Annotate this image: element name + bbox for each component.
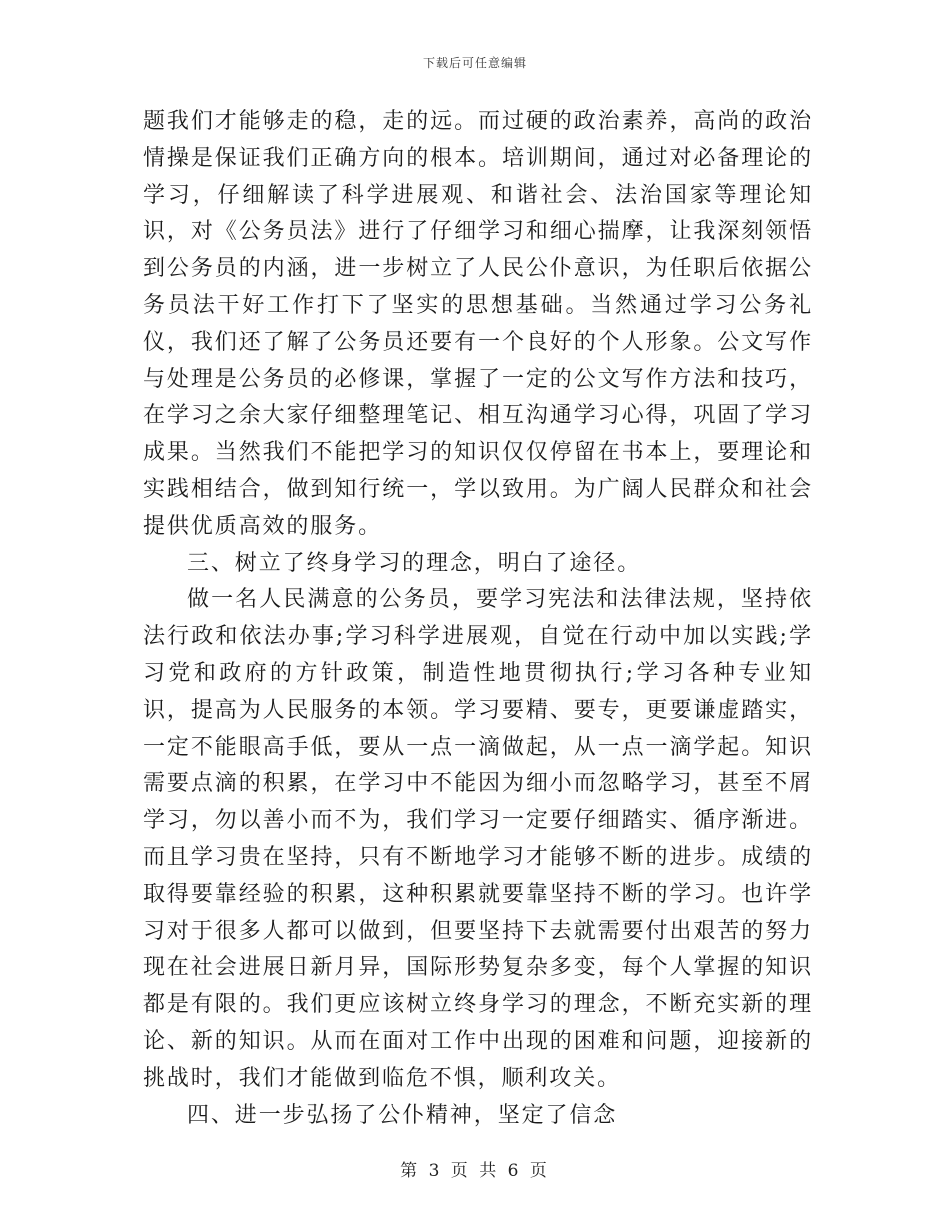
section-heading-4: 四、进一步弘扬了公仆精神，坚定了信念: [187, 1102, 618, 1128]
document-body: [143, 104, 813, 1134]
page-header-note: 下载后可任意编辑: [422, 56, 527, 70]
paragraph-section-3: 做一名人民满意的公务员，要学习宪法和法律法规，坚持依法行政和依法办事;学习科学进展观，自觉在行动中加以实践;学习党和政府的方针政策，制造性地贯彻执行;学习各种专业知识，提高为人民服务的本领。学习要精、要专，更要谦虚踏实，一定不能眼高手低，要从一点一滴做起，从一点一滴学起。知识需要点滴的积累，在学习中不能因为细小而忽略学习，甚至不屑学习，勿以善小而不为，我们学习一定要仔细踏实、循序渐进。而且学习贵在坚持，只有不断地学习才能够不断的进步。成绩的取得要靠经验的积累，这种积累就要靠坚持不断的学习。也许学习对于很多人都可以做到，但要坚持下去就需要付出艰苦的努力现在社会进展日新月异，国际形势复杂多变，每个人掌握的知识都是有限的。我们更应该树立终身学习的理念，不断充实新的理论、新的知识。从而在面对工作中出现的困难和问题，迎接新的挑战时，我们才能做到临危不惧，顺利攻关。: [143, 587, 813, 1091]
paragraph-continued: 题我们才能够走的稳，走的远。而过硬的政治素养，高尚的政治情操是保证我们正确方向的根本。培训期间，通过对必备理论的学习，仔细解读了科学进展观、和谐社会、法治国家等理论知识，对《公务员法》进行了仔细学习和细心揣摩，让我深刻领悟到公务员的内涵，进一步树立了人民公仆意识，为任职后依据公务员法干好工作打下了坚实的思想基础。当然通过学习公务礼仪，我们还了解了公务员还要有一个良好的个人形象。公文写作与处理是公务员的必修课，掌握了一定的公文写作方法和技巧，在学习之余大家仔细整理笔记、相互沟通学习心得，巩固了学习成果。当然我们不能把学习的知识仅仅停留在书本上，要理论和实践相结合，做到知行统一，学以致用。为广阔人民群众和社会提供优质高效的服务。: [143, 109, 813, 539]
page-footer-number: 第 3 页 共 6 页: [400, 1161, 550, 1181]
section-heading-3: 三、树立了终身学习的理念，明白了途径。: [187, 550, 642, 576]
